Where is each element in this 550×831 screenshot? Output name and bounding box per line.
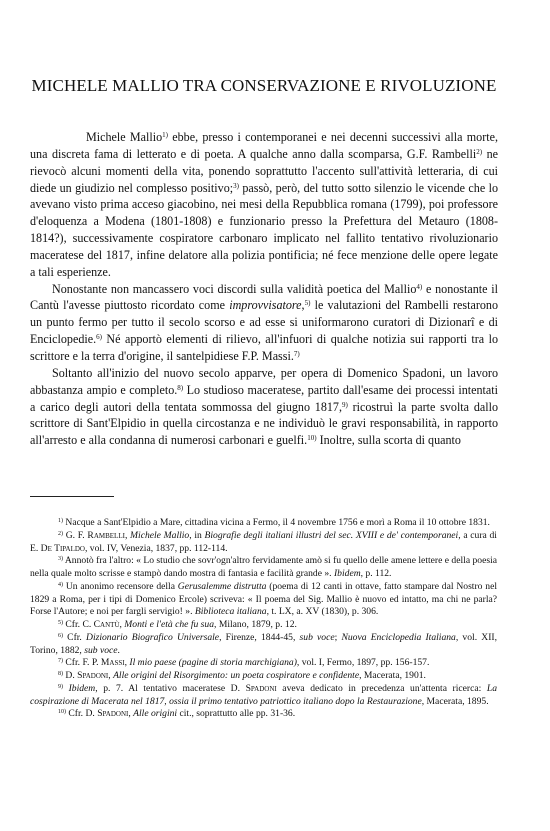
author-name: Cantù: [93, 619, 120, 630]
footnote: [30, 670, 497, 683]
italic-run: La cospirazione di Macerata nel 1817, ossia il primo tentativo patriottico italiano dopo la Restaurazione: [30, 682, 497, 707]
body-text: [30, 129, 498, 449]
note-ref: 7): [58, 658, 63, 665]
footnote: [30, 632, 497, 658]
body-paragraph: [30, 129, 498, 281]
note-ref: 3): [233, 181, 239, 190]
footnote: [30, 683, 497, 709]
italic-run: sub voce: [84, 644, 118, 656]
text-run: Michele Mallio: [86, 130, 163, 144]
text-run: Cfr. C.: [63, 619, 94, 630]
text-run: passò, però, del tutto sotto silenzio le vicende che lo avevano visto prima acceso giacobino, nei mesi della Repubblica romana (1799), poi professore d'eloquenza a Modena (1801-1808) e funzionario presso la Prefettura del Metauro (1808-1814?), successivamente cospiratore carbonaro implicato nel fallito tentativo rivoluzionario maceratese del 1817, infine delatore alla polizia pontificia; né fece menzione delle opere legate a tali esperienze.: [30, 180, 498, 279]
footnote: [30, 708, 497, 721]
note-ref: 5): [58, 620, 63, 626]
text-run: G. F.: [63, 529, 88, 541]
text-run: , vol. IV, Venezia, 1837, pp. 112-114.: [84, 542, 228, 554]
text-run: ;: [334, 631, 342, 643]
footnote: [30, 517, 497, 530]
text-run: (poema di 12 canti in ottave, fatto stampare dal Nostro nel 1829 a Roma, per i tipi di Domenico Ercole) scriveva: « Il poema del Sig. Mallio è nuovo ed intatto, ma chi ne parla? Forse l'Autore; e noi per fargli servigio! ».: [30, 580, 497, 618]
note-ref: 3): [58, 556, 63, 563]
footnote: [30, 581, 497, 619]
italic-run: Biblioteca italiana: [194, 606, 267, 618]
text-run: ebbe, presso i contemporanei e nei decenni successivi alla morte, una discreta fama di letterato e di poeta. A qualche anno dalla scomparsa, G.F. Rambelli: [30, 130, 498, 161]
note-ref: 7): [293, 349, 300, 358]
author-name: Massi: [100, 657, 125, 669]
text-run: ,: [301, 298, 305, 313]
text-run: Né apportò elementi di rilievo, all'infuori di qualche notizia sui rapporti tra lo scrittore e la terra d'origine, il santelpidiese F.P. Massi.: [30, 332, 498, 363]
author-name: De Tipaldo: [40, 542, 85, 554]
note-ref: 4): [58, 581, 63, 588]
text-run: Nacque a Sant'Elpidio a Mare, cittadina vicina a Fermo, il 4 novembre 1756 e morì a Roma il 10 ottobre 1831.: [63, 517, 490, 528]
footnotes: [30, 517, 497, 721]
note-ref: 6): [96, 333, 102, 342]
text-run: , in: [189, 529, 205, 541]
note-ref: 1): [58, 518, 63, 524]
article-title: MICHELE MALLIO TRA CONSERVAZIONE E RIVOLUZIONE: [31, 76, 497, 95]
text-run: , Milano, 1879, p. 12.: [214, 619, 297, 630]
text-run: ,: [124, 657, 130, 669]
text-run: aveva dedicato in precedenza un'attenta ricerca:: [276, 682, 487, 694]
text-run: Cfr.: [63, 631, 87, 643]
text-run: cit., soprattutto alle pp. 31-36.: [177, 708, 296, 720]
italic-run: Monti e l'età che fu sua: [124, 619, 215, 630]
note-ref: 9): [58, 683, 63, 690]
body-paragraph: [30, 365, 498, 449]
footnote: [30, 619, 497, 632]
note-ref: 2): [58, 530, 63, 537]
note-ref: 4): [416, 282, 423, 291]
text-run: , Macerata, 1901.: [359, 670, 426, 681]
text-run: , a cura di E.: [30, 529, 497, 554]
text-run: Annotò fra l'altro: « Lo studio che sovr'ogn'altro fervidamente amò si fu quello delle amene lettere e della poesia nella quale molto scrisse e stampò dando mostra di fantasia e facilità grande ».: [30, 555, 497, 579]
text-run: Inoltre, sulla scorta di quanto: [316, 433, 461, 448]
italic-run: Nuova Enciclopedia Italiana: [341, 631, 456, 643]
text-run: ,: [108, 670, 114, 681]
text-run: ricostruì la parte svolta dallo scrittore di Sant'Elpidio in quella circostanza e ne individuò le gravi responsabilità, in rapporto all'arresto e alla condanna di numerosi carbonari e guelfi.: [30, 399, 498, 448]
italic-run: Gerusalemme distrutta: [177, 580, 267, 592]
italic-run: Alle origini: [133, 708, 178, 720]
text-run: , p. 112.: [360, 568, 392, 579]
italic-run: Il mio paese (pagine di storia marchigiana): [129, 657, 297, 669]
footnote-divider: [30, 496, 114, 497]
text-run: , t. LX, a. XV (1830), p. 306.: [266, 606, 379, 618]
note-ref: 9): [342, 400, 348, 409]
note-ref: 8): [177, 383, 184, 392]
italic-run: sub voce: [299, 631, 335, 643]
footnote: [30, 555, 497, 581]
author-name: Rambelli: [87, 529, 125, 541]
author-name: Spadoni: [77, 670, 109, 681]
text-run: Lo studioso maceratese, partito dall'esame dei processi intentati a carico degli autori della tentata sommossa del giugno 1817,: [30, 382, 498, 414]
text-run: , Macerata, 1895.: [421, 695, 489, 707]
italic-run: Biografie degli italiani illustri del sec. XVIII e de' contemporanei: [204, 529, 459, 541]
text-run: ,: [119, 619, 125, 630]
author-name: Spadoni: [97, 708, 129, 720]
body-paragraph: [30, 281, 498, 365]
text-run: ne rievocò alcuni momenti della vita, ponendo soprattutto l'accento sull'attività letteraria, di cui diede un giudizio nel complesso positivo;: [30, 146, 498, 195]
text-run: Cfr. D.: [66, 708, 98, 720]
text-run: , p. 7. Al tentativo maceratese D.: [95, 682, 246, 694]
note-ref: 6): [58, 632, 63, 639]
text-run: D.: [63, 670, 78, 681]
note-ref: 1): [162, 131, 168, 139]
text-run: , Firenze, 1844-45,: [219, 631, 300, 643]
text-run: ,: [128, 708, 134, 720]
italic-run: Ibidem: [333, 568, 361, 579]
text-run: le valutazioni del Rambelli restarono un punto fermo per tutto il secolo scorso e ad esse si uniformarono curatori di Dizionarî e di Enciclopedie.: [30, 298, 498, 347]
text-run: e nonostante il Cantù l'avesse piuttosto ricordato come: [30, 281, 498, 313]
italic-run: Alle origini del Risorgimento: un poeta cospiratore e confidente: [113, 670, 360, 681]
italic-run: Dizionario Biografico Universale: [86, 631, 220, 643]
text-run: ,: [124, 529, 131, 541]
note-ref: 10): [307, 434, 317, 443]
text-run: Nonostante non mancassero voci discordi sulla validità poetica del Mallio: [52, 281, 417, 296]
text-run: Soltanto all'inizio del nuovo secolo apparve, per opera di Domenico Spadoni, un lavoro abbastanza ampio e completo.: [30, 365, 498, 397]
footnote: [30, 657, 497, 670]
italic-run: Ibidem: [68, 682, 96, 694]
note-ref: 5): [304, 299, 311, 308]
note-ref: 10): [58, 709, 66, 716]
text-run: , vol. I, Fermo, 1897, pp. 156-157.: [296, 657, 430, 669]
text-run: Un anonimo recensore della: [63, 580, 178, 592]
text-run: , vol. XII, Torino, 1882,: [30, 631, 497, 656]
text-run: Cfr. F. P.: [63, 657, 101, 669]
italic-run: improvvisatore: [229, 298, 302, 313]
author-name: Spadoni: [245, 682, 277, 694]
text-run: .: [117, 644, 120, 656]
note-ref: 8): [58, 671, 63, 677]
footnote: [30, 530, 497, 556]
italic-run: Michele Mallio: [130, 529, 190, 541]
note-ref: 2): [476, 147, 483, 156]
